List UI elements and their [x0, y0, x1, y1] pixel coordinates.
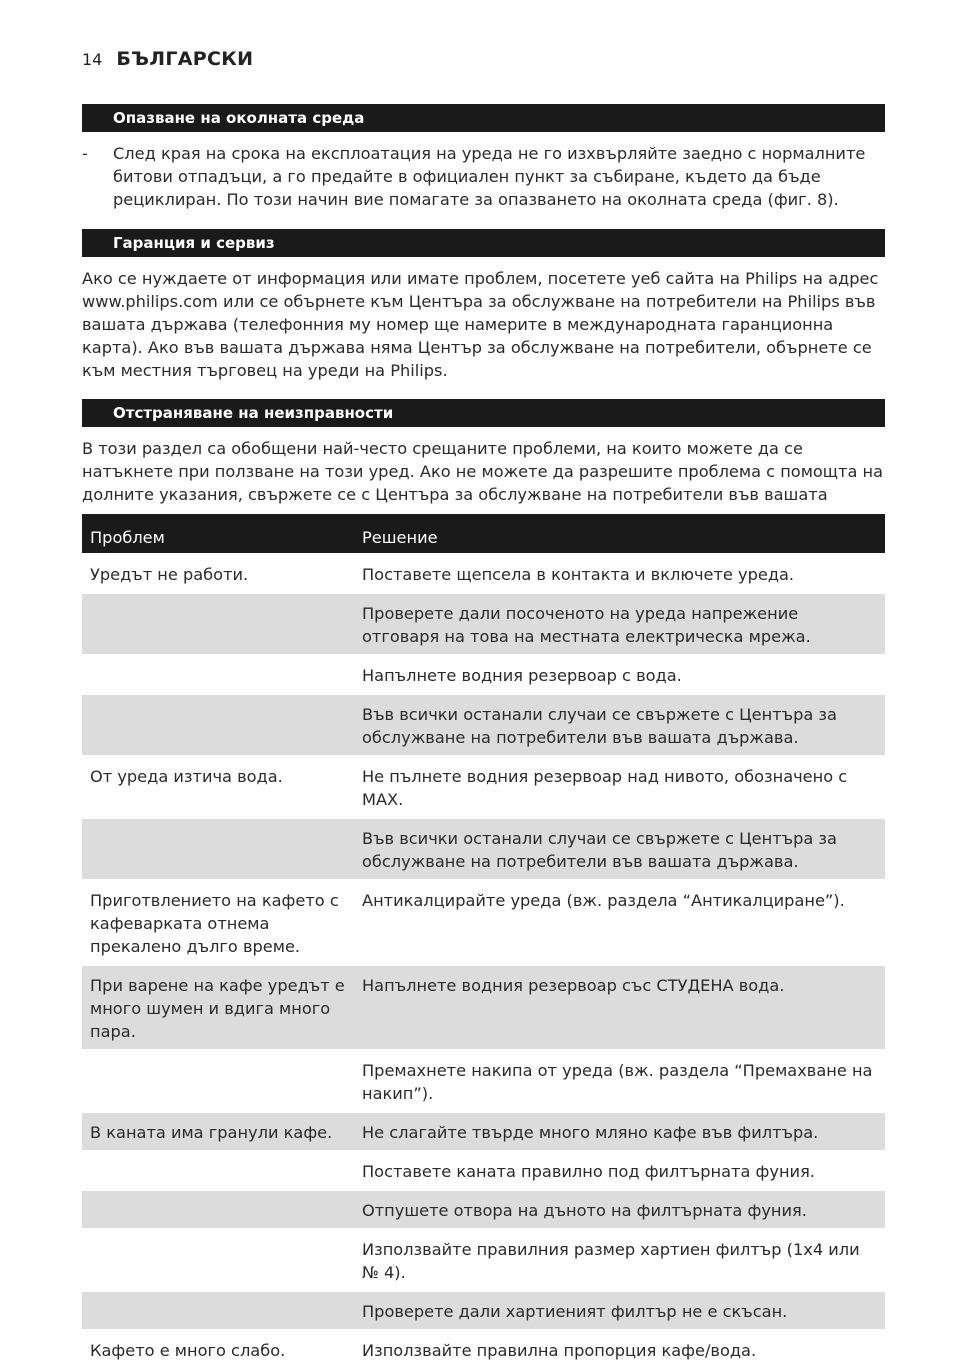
- solution-cell: Напълнете водния резервоар със СТУДЕНА вода.: [354, 965, 885, 1050]
- language-title: БЪЛГАРСКИ: [116, 48, 254, 70]
- problem-cell: [82, 1050, 354, 1112]
- table-row: [82, 818, 885, 880]
- solution-cell: Във всички останали случаи се свържете с Центъра за обслужване на потребители във вашата държава.: [354, 694, 885, 756]
- environment-bullet: [82, 142, 888, 211]
- solution-cell: Поставете щепсела в контакта и включете уреда.: [354, 554, 885, 593]
- solution-cell: Във всички останали случаи се свържете с Центъра за обслужване на потребители във вашата държава.: [354, 818, 885, 880]
- problem-cell: В каната има гранули кафе.: [82, 1112, 354, 1151]
- section-title-troubleshooting: Отстраняване на неизправности: [82, 399, 885, 427]
- problem-cell: [82, 1291, 354, 1330]
- table-row: [82, 655, 885, 694]
- section-title-guarantee: Гаранция и сервиз: [82, 229, 885, 257]
- header-solution: Решение: [354, 514, 885, 554]
- header-problem: Проблем: [82, 514, 354, 554]
- problem-cell: [82, 818, 354, 880]
- solution-cell: Антикалцирайте уреда (вж. раздела “Антикалциране”).: [354, 880, 885, 965]
- problem-cell: [82, 694, 354, 756]
- bullet-dash: -: [82, 144, 88, 163]
- environment-text: След края на срока на експлоатация на уреда не го изхвърляйте заедно с нормалните битови отпадъци, а го предайте в официален пункт за събиране, където да бъде рециклиран. По този начин вие помагате за опазването на околната среда (фиг. 8).: [113, 144, 866, 209]
- table-row: [82, 880, 885, 965]
- table-row: [82, 593, 885, 655]
- problem-cell: Кафето е много слабо.: [82, 1330, 354, 1368]
- solution-cell: Не пълнете водния резервоар над нивото, обозначено с MAX.: [354, 756, 885, 818]
- problem-cell: [82, 1190, 354, 1229]
- solution-cell: Не слагайте твърде много мляно кафе във филтъра.: [354, 1112, 885, 1151]
- table-row: [82, 694, 885, 756]
- table-row: [82, 1330, 885, 1368]
- problem-cell: От уреда изтича вода.: [82, 756, 354, 818]
- table-row: [82, 1291, 885, 1330]
- solution-cell: Поставете каната правилно под филтърната фуния.: [354, 1151, 885, 1190]
- solution-cell: Премахнете накипа от уреда (вж. раздела “Премахване на накип”).: [354, 1050, 885, 1112]
- guarantee-text: Ако се нуждаете от информация или имате проблем, посетете уеб сайта на Philips на адрес www.philips.com или се обърнете към Центъра за обслужване на потребители на Philips във вашата държава (телефонния му номер ще намерите в международната гаранционна карта). Ако във вашата държава няма Център за обслужване на потребители, обърнете се към местния търговец на уреди на Philips.: [82, 269, 879, 380]
- problem-cell: [82, 655, 354, 694]
- problem-cell: Приготвлението на кафето с кафеварката отнема прекалено дълго време.: [82, 880, 354, 965]
- problem-cell: [82, 1229, 354, 1291]
- table-row: [82, 965, 885, 1050]
- table-header-row: [82, 514, 885, 554]
- problem-cell: Уредът не работи.: [82, 554, 354, 593]
- solution-cell: Напълнете водния резервоар с вода.: [354, 655, 885, 694]
- table-row: [82, 554, 885, 593]
- table-row: [82, 756, 885, 818]
- page-number: 14: [82, 50, 103, 69]
- troubleshooting-table: [82, 514, 885, 1368]
- solution-cell: Отпушете отвора на дъното на филтърната фуния.: [354, 1190, 885, 1229]
- solution-cell: Проверете дали посоченото на уреда напрежение отговаря на това на местната електрическа мрежа.: [354, 593, 885, 655]
- page-header: [82, 48, 253, 74]
- table-row: [82, 1229, 885, 1291]
- problem-cell: [82, 1151, 354, 1190]
- solution-cell: Проверете дали хартиеният филтър не е скъсан.: [354, 1291, 885, 1330]
- table-row: [82, 1151, 885, 1190]
- solution-cell: Използвайте правилна пропорция кафе/вода.: [354, 1330, 885, 1368]
- table-row: [82, 1050, 885, 1112]
- problem-cell: [82, 593, 354, 655]
- problem-cell: При варене на кафе уредът е много шумен и вдига много пара.: [82, 965, 354, 1050]
- solution-cell: Използвайте правилния размер хартиен филтър (1x4 или № 4).: [354, 1229, 885, 1291]
- table-row: [82, 1112, 885, 1151]
- table-row: [82, 1190, 885, 1229]
- section-title-environment: Опазване на околната среда: [82, 104, 885, 132]
- troubleshooting-intro: В този раздел са обобщени най-често срещаните проблеми, на които можете да се натъкнете при ползване на този уред. Ако не можете да разрешите проблема с помощта на долните указания, свържете се с Центъра за обслужване на потребители във вашата: [82, 439, 884, 504]
